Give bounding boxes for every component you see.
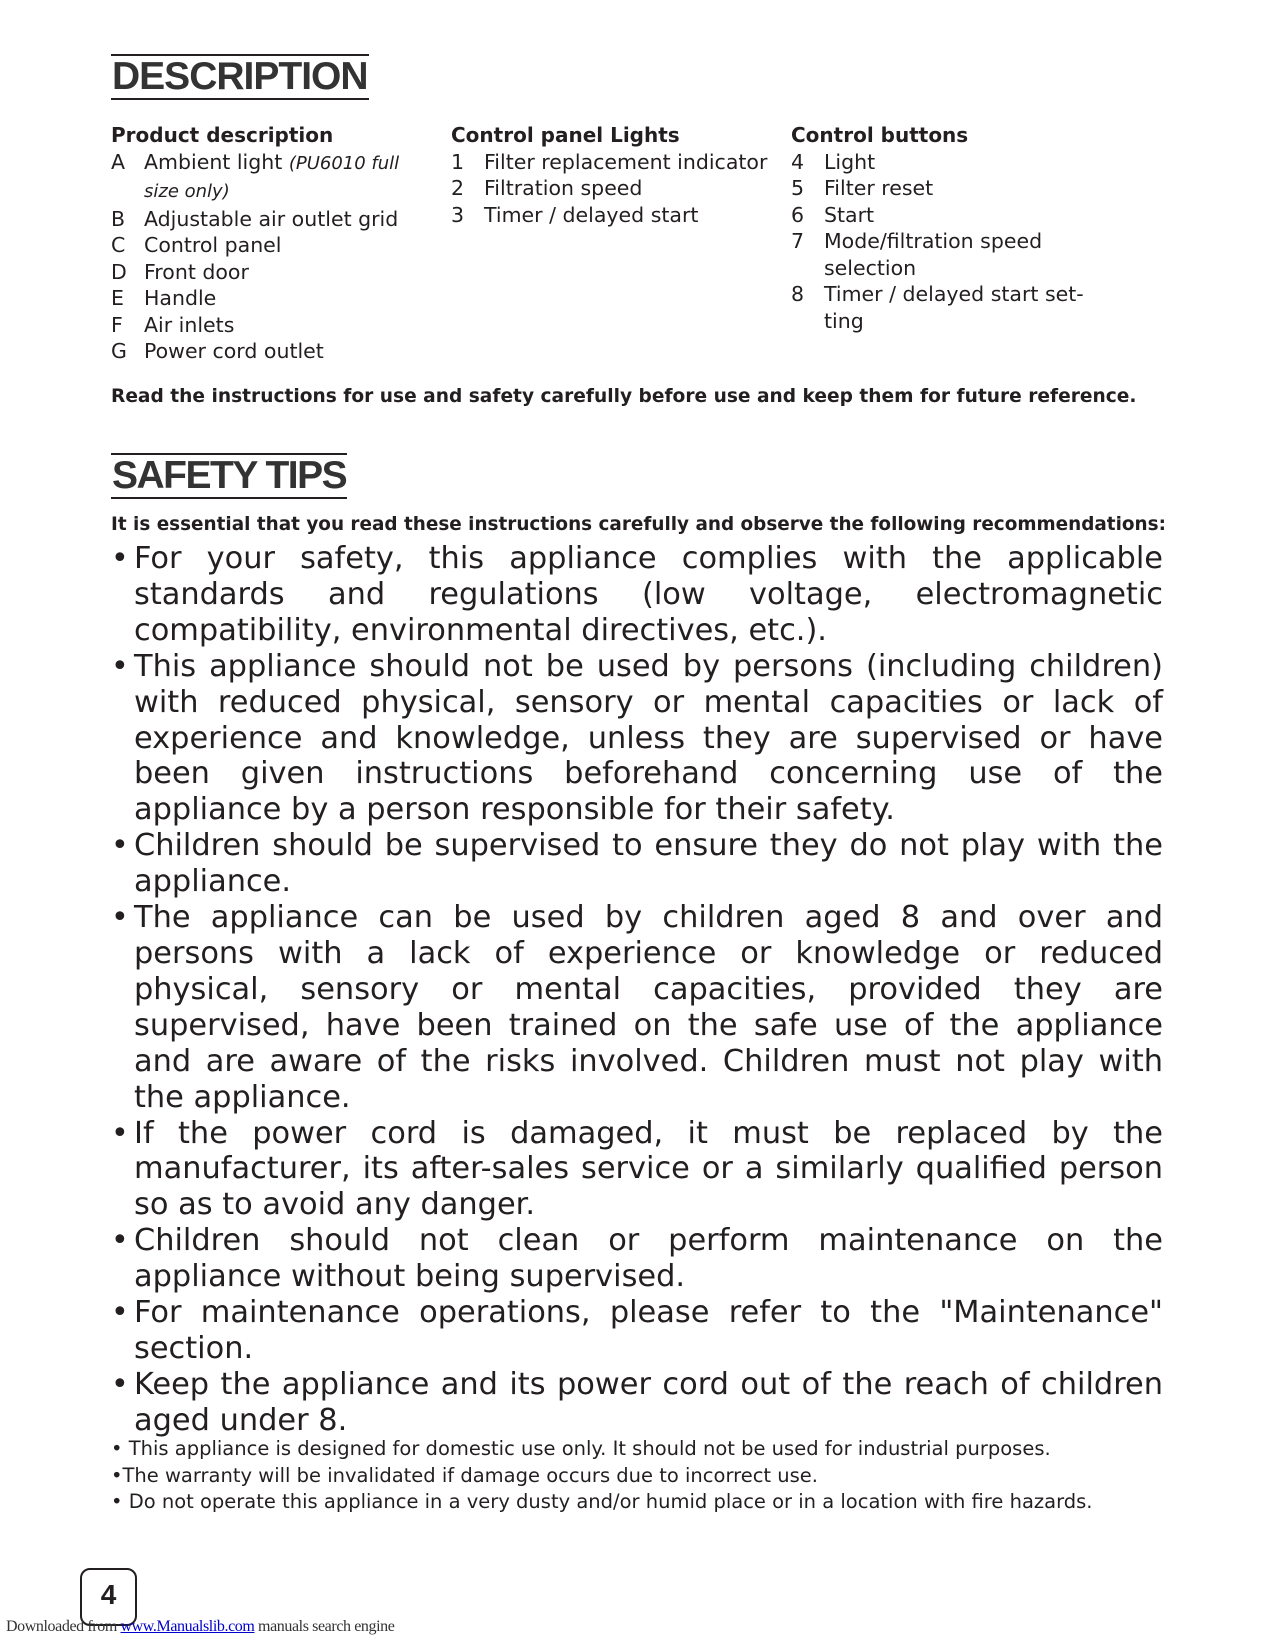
safety-intro: It is essential that you read these instructions carefully and observe the following recommendations: (111, 514, 1166, 535)
bullet-icon: • (111, 648, 129, 684)
safety-tips-heading: SAFETY TIPS (112, 454, 347, 497)
bullet-icon: • (111, 1115, 129, 1151)
download-footer: Downloaded from www.Manualslib.com manuals search engine (6, 1618, 395, 1635)
bullet-icon: • (111, 541, 129, 576)
list-item: 4 Light (791, 149, 876, 174)
list-item: 5 Filter reset (791, 176, 934, 200)
product-description-column (111, 122, 411, 365)
safety-tips-list (111, 541, 1163, 1439)
list-item: 8 Timer / delayed start set-ting (791, 282, 1084, 333)
list-item: • Children should be supervised to ensure they do not play with the appliance. (111, 828, 1163, 900)
list-item: •The warranty will be invalidated if damage occurs due to incorrect use. (111, 1463, 818, 1487)
list-item: • Do not operate this appliance in a very dusty and/or humid place or in a location with fire hazards. (111, 1490, 1093, 1513)
manualslib-link[interactable]: www.Manualslib.com (120, 1618, 255, 1635)
list-item: 2 Filtration speed (451, 176, 643, 200)
bullet-icon: • (111, 1366, 129, 1402)
model-note: (PU6010 full size only) (144, 152, 400, 202)
list-item: • For your safety, this appliance complies with the applicable standards and regulations (low voltage, electromagnetic compatibility, environmental directives, etc.). (111, 541, 1163, 648)
bullet-icon: • (111, 1223, 129, 1259)
list-item: E Handle (111, 286, 217, 310)
safety-notes-list (111, 1436, 1171, 1516)
control-buttons-title: Control buttons (791, 123, 969, 147)
description-heading: DESCRIPTION (112, 55, 368, 98)
list-item: • If the power cord is damaged, it must be replaced by the manufacturer, its after-sales service or a similarly qualified person so as to avoid any danger. (111, 1115, 1163, 1223)
list-item: C Control panel (111, 233, 282, 257)
list-item: 3 Timer / delayed start (451, 202, 699, 227)
list-item: • This appliance is designed for domestic use only. It should not be used for industrial purposes. (111, 1437, 1051, 1460)
list-item: • For maintenance operations, please refer to the "Maintenance" section. (111, 1295, 1163, 1366)
list-item: • This appliance should not be used by persons (including children) with reduced physical, sensory or mental capacities or lack of experience and knowledge, unless they are supervised or have been given instructions beforehand concerning use of the appliance by a person responsible for their safety. (111, 648, 1163, 828)
list-item: • The appliance can be used by children aged 8 and over and persons with a lack of experience or knowledge or reduced physical, sensory or mental capacities, provided they are supervised, have been trained on the safe use of the appliance and are aware of the risks involved. Children must not play with the appliance. (111, 900, 1163, 1115)
list-item: 7 Mode/filtration speed selection (791, 229, 1043, 280)
control-buttons-column (791, 122, 1091, 334)
list-item: A Ambient light (PU6010 full size only) (111, 149, 400, 202)
list-item: 6 Start (791, 202, 875, 227)
bullet-icon: • (111, 1295, 129, 1331)
control-panel-lights-column (451, 122, 781, 228)
list-item: D Front door (111, 259, 249, 284)
list-item: B Adjustable air outlet grid (111, 206, 399, 231)
list-item: F Air inlets (111, 312, 235, 337)
page-number: 4 (80, 1568, 137, 1626)
bullet-icon: • (111, 900, 129, 936)
list-item: 1 Filter replacement indicator (451, 149, 768, 174)
read-instructions-note: Read the instructions for use and safety carefully before use and keep them for future reference. (111, 386, 1137, 407)
list-item: • Children should not clean or perform maintenance on the appliance without being supervised. (111, 1223, 1163, 1295)
bullet-icon: • (111, 828, 129, 864)
control-panel-lights-title: Control panel Lights (451, 123, 680, 147)
list-item: • Keep the appliance and its power cord out of the reach of children aged under 8. (111, 1366, 1163, 1438)
product-description-title: Product description (111, 123, 334, 147)
list-item: G Power cord outlet (111, 339, 324, 363)
